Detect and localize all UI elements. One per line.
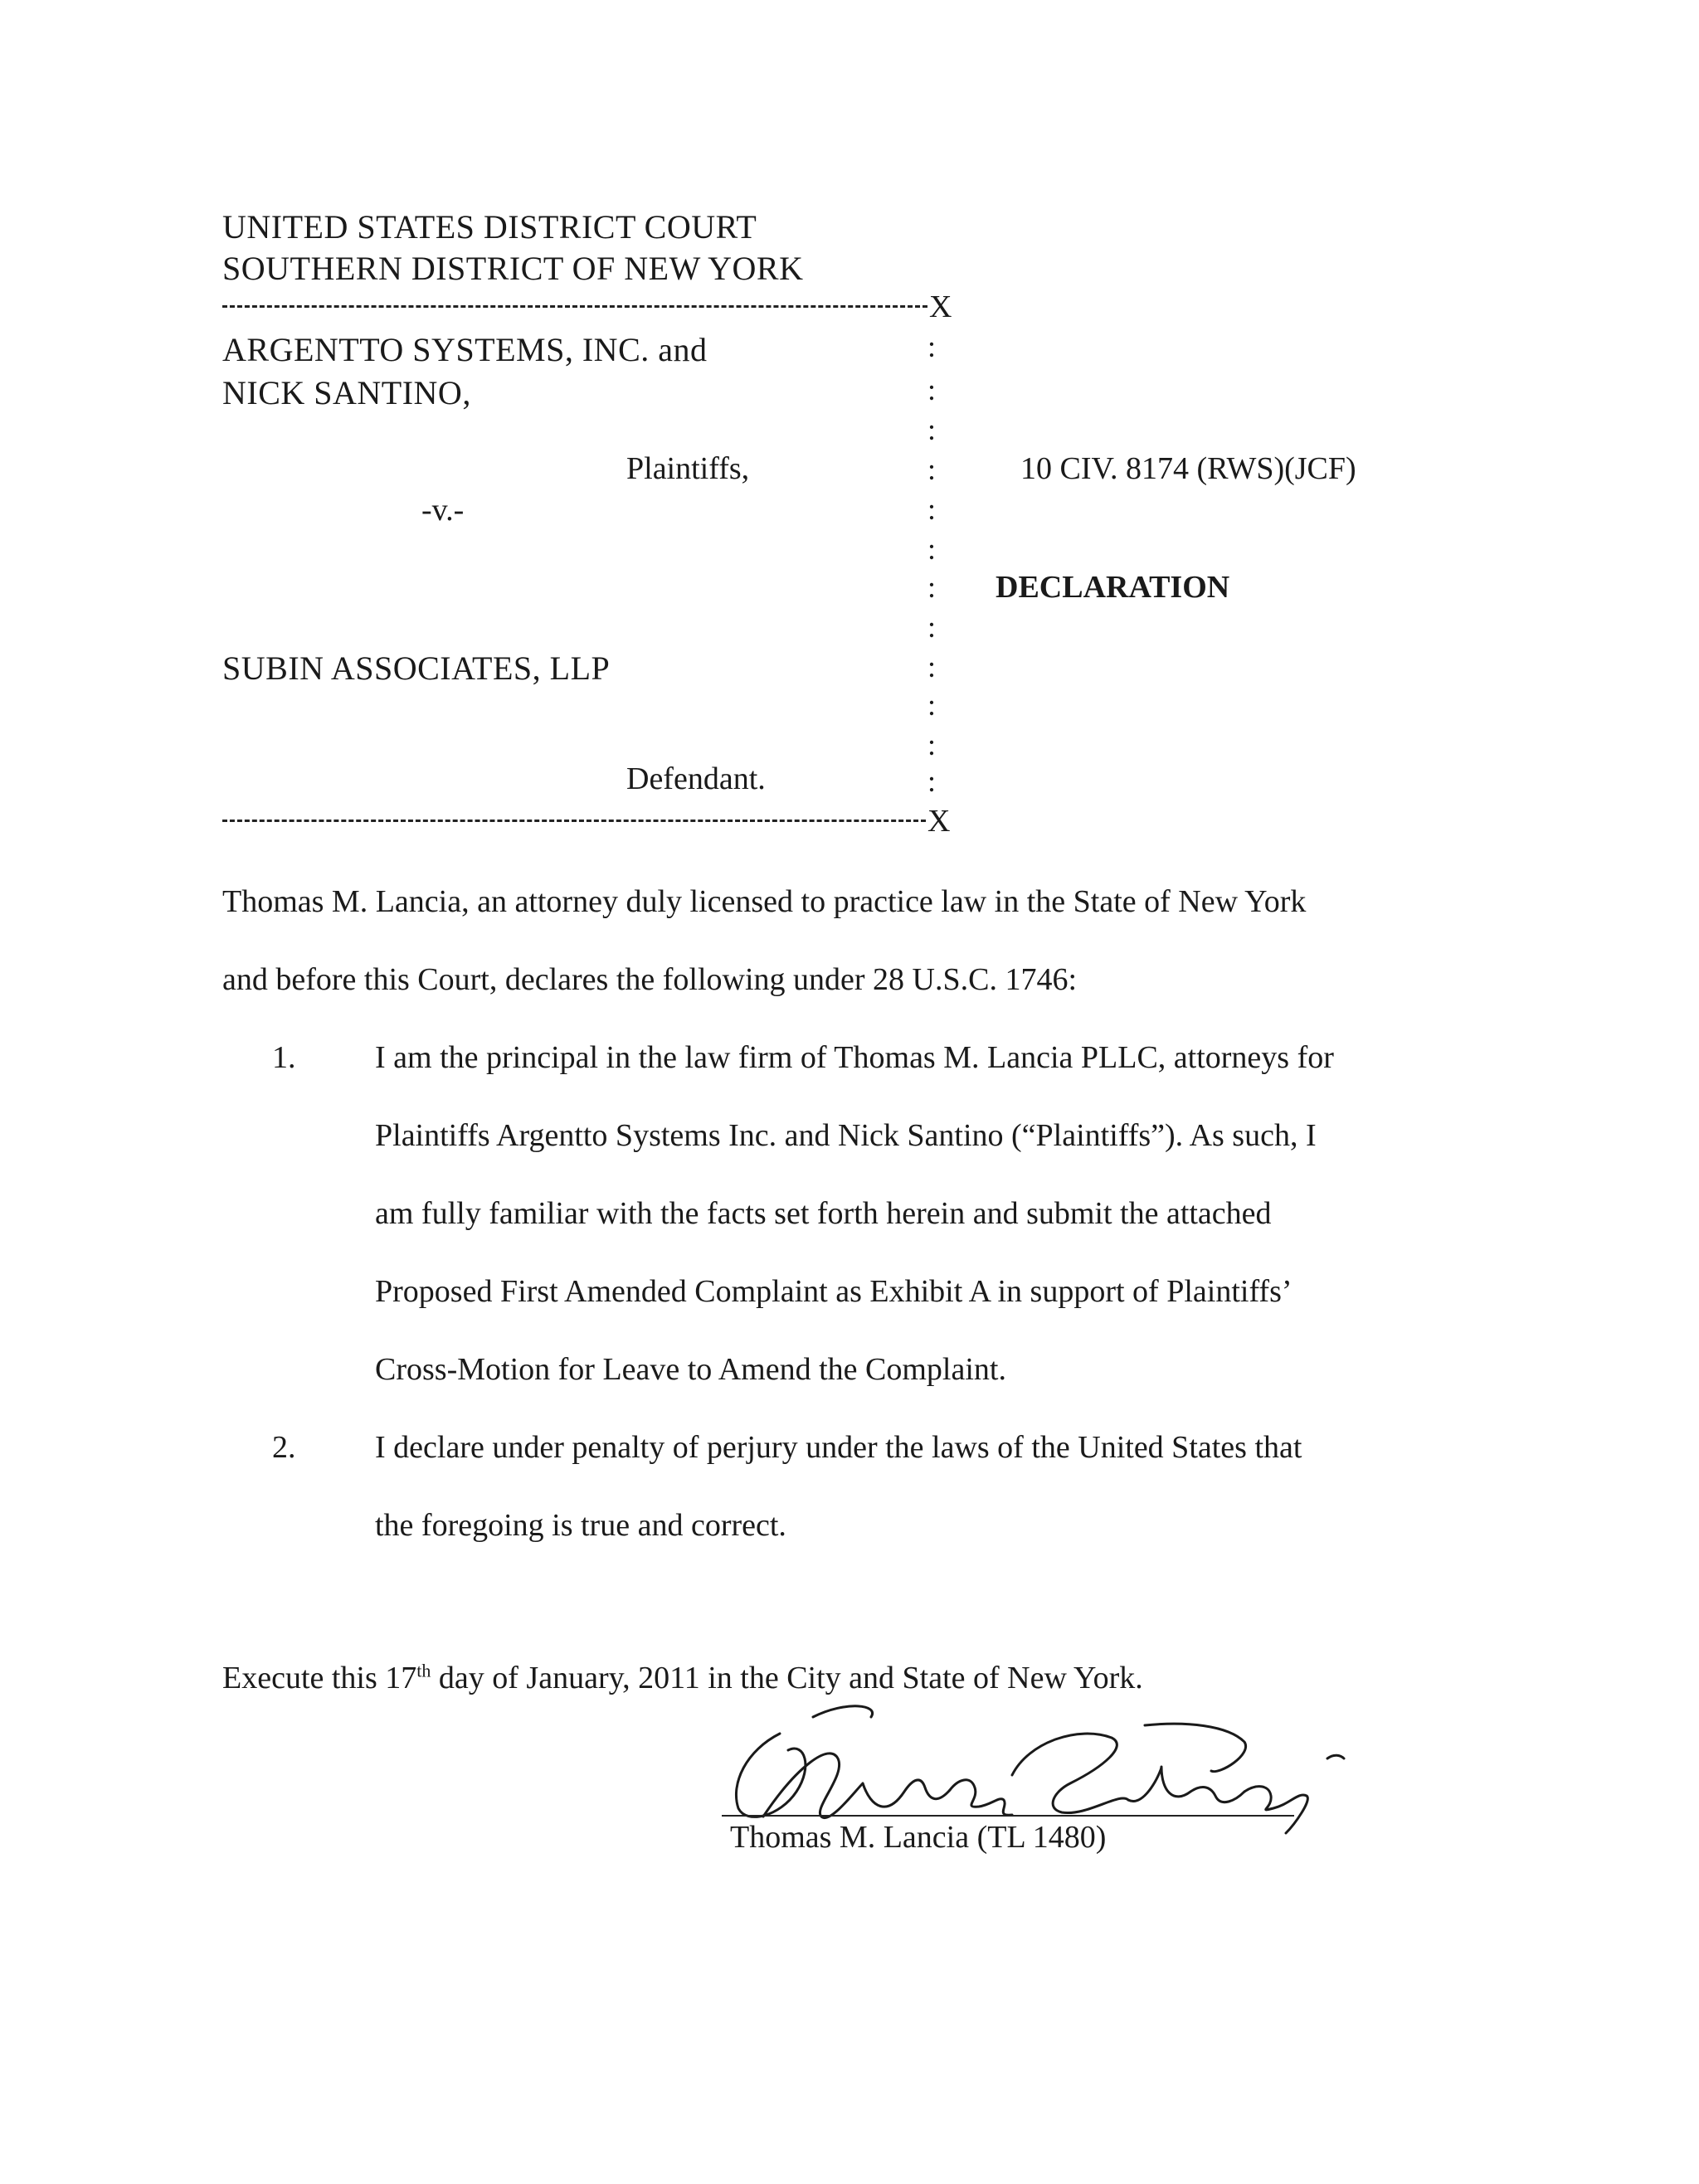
caption-colon: : bbox=[927, 533, 937, 566]
plaintiff-name-line-1: ARGENTTO SYSTEMS, INC. and bbox=[222, 331, 708, 368]
caption-colon: : bbox=[927, 493, 937, 526]
caption-colon: : bbox=[927, 373, 937, 406]
paragraph-2-line-2: the foregoing is true and correct. bbox=[375, 1508, 786, 1543]
plaintiff-name-line-2: NICK SANTINO, bbox=[222, 374, 471, 411]
caption-colon: : bbox=[927, 330, 937, 363]
paragraph-2-line-1: I declare under penalty of perjury under the laws of the United States that bbox=[375, 1430, 1302, 1465]
paragraph-number: 2. bbox=[272, 1430, 296, 1465]
caption-colon: : bbox=[927, 688, 937, 722]
signatory-name: Thomas M. Lancia (TL 1480) bbox=[730, 1820, 1107, 1855]
execution-prefix: Execute this 17 bbox=[222, 1661, 417, 1695]
paragraph-1-line-5: Cross-Motion for Leave to Amend the Complaint. bbox=[375, 1352, 1006, 1387]
versus: -v.- bbox=[421, 493, 465, 528]
caption-bottom-x: X bbox=[927, 804, 951, 839]
caption-colon: : bbox=[927, 453, 937, 486]
caption-colon: : bbox=[927, 571, 937, 604]
signature-line bbox=[722, 1815, 1294, 1817]
court-name: UNITED STATES DISTRICT COURT bbox=[222, 208, 757, 246]
execution-statement bbox=[222, 1662, 1143, 1694]
caption-bottom-rule bbox=[222, 820, 926, 822]
plaintiffs-label: Plaintiffs, bbox=[626, 451, 750, 486]
intro-line-2: and before this Court, declares the following under 28 U.S.C. 1746: bbox=[222, 962, 1078, 997]
case-number: 10 CIV. 8174 (RWS)(JCF) bbox=[1020, 451, 1356, 486]
caption-colon: : bbox=[927, 650, 937, 683]
intro-line-1: Thomas M. Lancia, an attorney duly licensed to practice law in the State of New York bbox=[222, 884, 1307, 919]
paragraph-1-line-1: I am the principal in the law firm of Thomas M. Lancia PLLC, attorneys for bbox=[375, 1040, 1334, 1075]
caption-colon: : bbox=[927, 413, 937, 446]
document-title: DECLARATION bbox=[996, 570, 1230, 605]
caption-colon: : bbox=[927, 610, 937, 644]
paragraph-1-line-2: Plaintiffs Argentto Systems Inc. and Nick Santino (“Plaintiffs”). As such, I bbox=[375, 1118, 1317, 1153]
execution-suffix: day of January, 2011 in the City and State of New York. bbox=[431, 1661, 1143, 1695]
paragraph-number: 1. bbox=[272, 1040, 296, 1075]
caption-colon: : bbox=[927, 765, 937, 798]
caption-top-x: X bbox=[929, 289, 952, 324]
court-district: SOUTHERN DISTRICT OF NEW YORK bbox=[222, 250, 804, 287]
defendant-name: SUBIN ASSOCIATES, LLP bbox=[222, 649, 611, 687]
caption-colon: : bbox=[927, 728, 937, 761]
ordinal-suffix: th bbox=[416, 1660, 431, 1681]
caption-top-rule bbox=[222, 305, 927, 308]
defendant-label: Defendant. bbox=[626, 761, 766, 796]
paragraph-1-line-3: am fully familiar with the facts set forth herein and submit the attached bbox=[375, 1196, 1272, 1231]
paragraph-1-line-4: Proposed First Amended Complaint as Exhibit A in support of Plaintiffs’ bbox=[375, 1274, 1293, 1309]
